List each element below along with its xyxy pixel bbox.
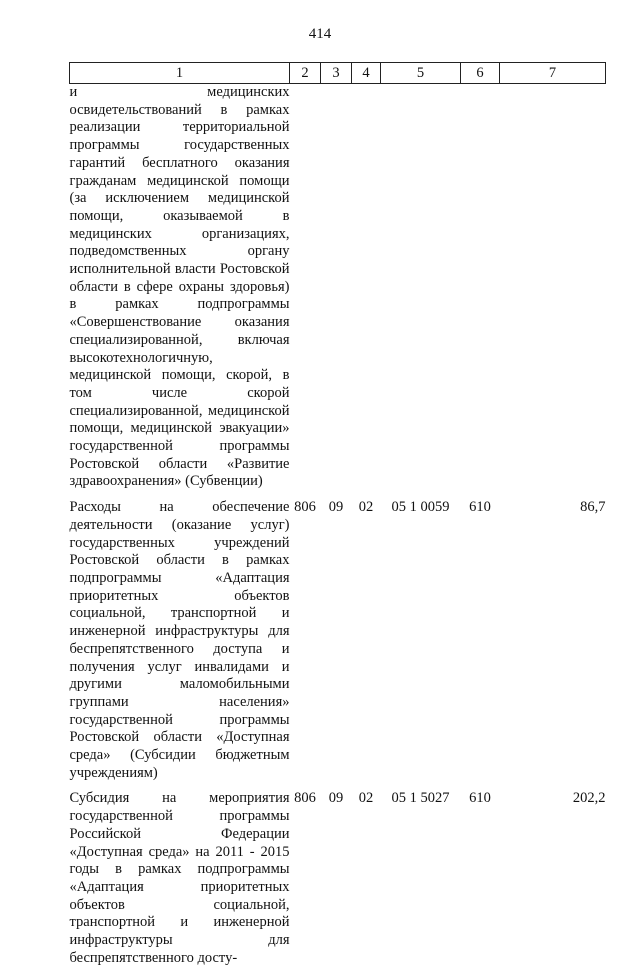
row-section-code: 09 [328, 790, 344, 807]
row-expense-type [461, 84, 500, 492]
column-header: 3 [321, 63, 352, 84]
row-description: и медицинских освидетельствований в рамках реализации территориальной программы государственных гарантий бесплатного оказания гражданам медицинской помощи (за исключением медицинской помощи, оказываемой в медицинских организациях, подведомственных органу исполнительной власти Ростовской области в сфере охраны здоровья) в рамках подпрограммы «Совершенствование оказания специализированной, включая высокотехнологичную, медицинской помощи, скорой, в том числе скорой специализированной, медицинской помощи, медицинской эвакуации» государственной программы Ростовской области «Развитие здравоохранения» (Субвенции) [69, 84, 290, 490]
row-ministry-code: 806 [294, 499, 316, 516]
row-description: Расходы на обеспечение деятельности (оказание услуг) государственных учреждений Ростовской области в рамках подпрограммы «Адаптация приоритетных объектов социальной, транспортной и инженерной инфраструктуры для беспрепятственного доступа и получения услуг инвалидами и другими маломобильными группами населения» государственной программы Ростовской области «Доступная среда» (Субсидии бюджетным учреждениям) [69, 499, 290, 781]
column-header: 2 [290, 63, 321, 84]
row-amount: 86,7 [580, 499, 606, 516]
row-target-code [381, 84, 461, 492]
row-expense-type: 610 [469, 499, 491, 516]
table-row [70, 790, 606, 967]
row-subsection-code: 02 [358, 499, 374, 516]
row-subsection-code [352, 84, 381, 492]
column-header: 6 [461, 63, 500, 84]
row-amount: 202,2 [572, 790, 606, 807]
row-target-code: 05 1 0059 [391, 499, 450, 516]
row-section-code [321, 84, 352, 492]
column-header: 1 [70, 63, 290, 84]
row-target-code: 05 1 5027 [391, 790, 450, 807]
row-subsection-code: 02 [358, 790, 374, 807]
column-header: 5 [381, 63, 461, 84]
column-header: 7 [500, 63, 606, 84]
row-gap [70, 491, 606, 499]
row-ministry-code: 806 [294, 790, 316, 807]
table-row [70, 84, 606, 492]
table-header-row [70, 63, 606, 84]
row-gap [70, 782, 606, 790]
row-description: Субсидия на мероприятия государственной программы Российской Федерации «Доступная среда» на 2011 - 2015 годы в рамках подпрограммы «Адаптация приоритетных объектов социальной, транспортной и инженерной инфраструктуры для беспрепятственного досту- [69, 790, 290, 966]
row-ministry-code [290, 84, 321, 492]
column-header: 4 [352, 63, 381, 84]
budget-table [69, 62, 606, 967]
page-number: 414 [308, 26, 332, 42]
table-row [70, 499, 606, 782]
row-section-code: 09 [328, 499, 344, 516]
row-expense-type: 610 [469, 790, 491, 807]
row-amount [500, 84, 606, 492]
